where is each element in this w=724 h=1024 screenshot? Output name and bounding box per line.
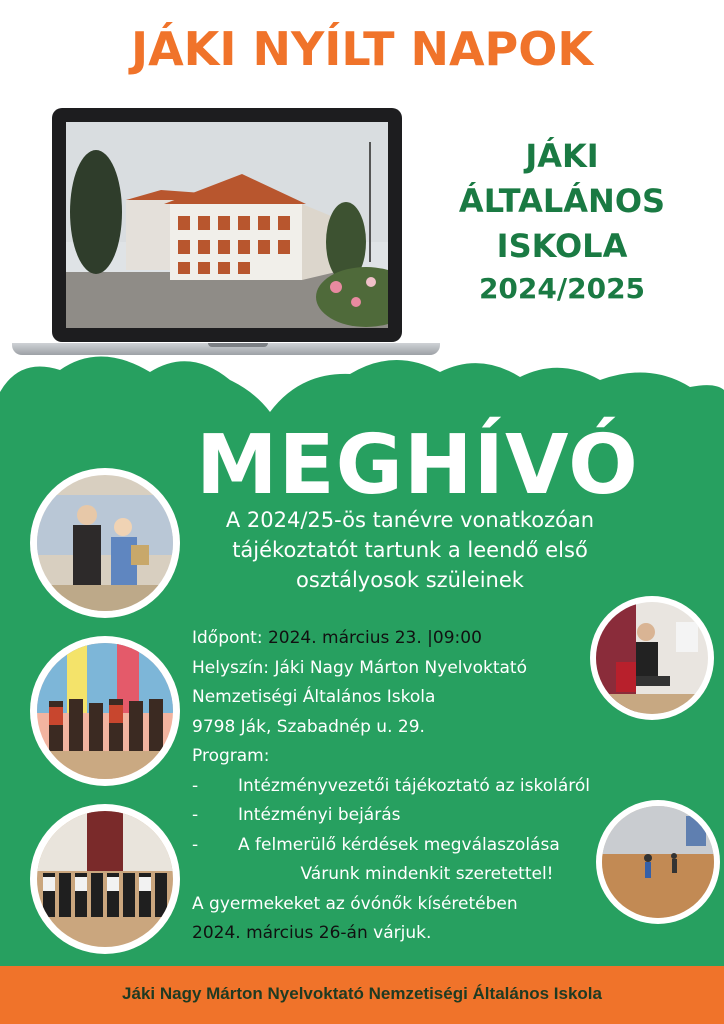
program-item-text: Intézményi bejárás [238,805,401,825]
invite-line: osztályosok szüleinek [296,568,524,592]
children-line: A gyermekeket az óvónők kíséretében [192,893,518,914]
footer-bar [0,966,724,1024]
laptop-notch [208,343,268,347]
place-label: Helyszín: [192,657,275,678]
program-item-text: Intézményvezetői tájékoztató az iskoláról [238,775,591,796]
program-item: - Intézményi bejárás [192,801,632,831]
children-date-row [192,919,632,949]
place-line: Nemzetiségi Általános Iskola [192,687,436,707]
school-year: 2024/2025 [478,272,646,305]
laptop-frame [52,108,402,342]
place-line: Jáki Nagy Márton Nyelvoktató [274,657,527,678]
school-name-line: ÁLTALÁNOS [458,182,666,220]
time-row [192,624,632,654]
photo-circle-choir [30,804,180,954]
program-item: - Intézményvezetői tájékoztató az iskoláról [192,772,632,802]
invite-title: MEGHÍVÓ [196,418,639,513]
place-address: 9798 Ják, Szabadnép u. 29. [192,716,425,737]
welcome-text: Várunk mindenkit szeretettel! [300,864,554,884]
school-name [412,134,712,269]
program-item-text: A felmerülő kérdések megválaszolása [238,834,560,855]
time-value: 2024. március 23. |09:00 [267,628,482,648]
school-name-line: ISKOLA [496,227,628,265]
photo-circle-students-art [30,468,180,618]
program-item: - A felmerülő kérdések megválaszolása [192,831,632,861]
children-date: 2024. március 26-án [192,923,368,943]
children-suffix: várjuk. [367,923,432,943]
school-name-line: JÁKI [525,137,599,175]
school-building-photo [66,122,388,328]
time-label: Időpont: [192,628,268,648]
place-row [192,654,632,684]
invite-line: A 2024/25-ös tanévre vonatkozóan [225,508,595,532]
invite-line: tájékoztatót tartunk a leendő első [232,538,588,562]
event-details [192,624,632,949]
photo-circle-performance [30,636,180,786]
invite-text [192,505,628,595]
footer-school-name: Jáki Nagy Márton Nyelvoktató Nemzetiségi Általános Iskola [122,984,602,1003]
program-label: Program: [192,746,270,766]
page-title: JÁKI NYÍLT NAPOK [130,22,594,76]
